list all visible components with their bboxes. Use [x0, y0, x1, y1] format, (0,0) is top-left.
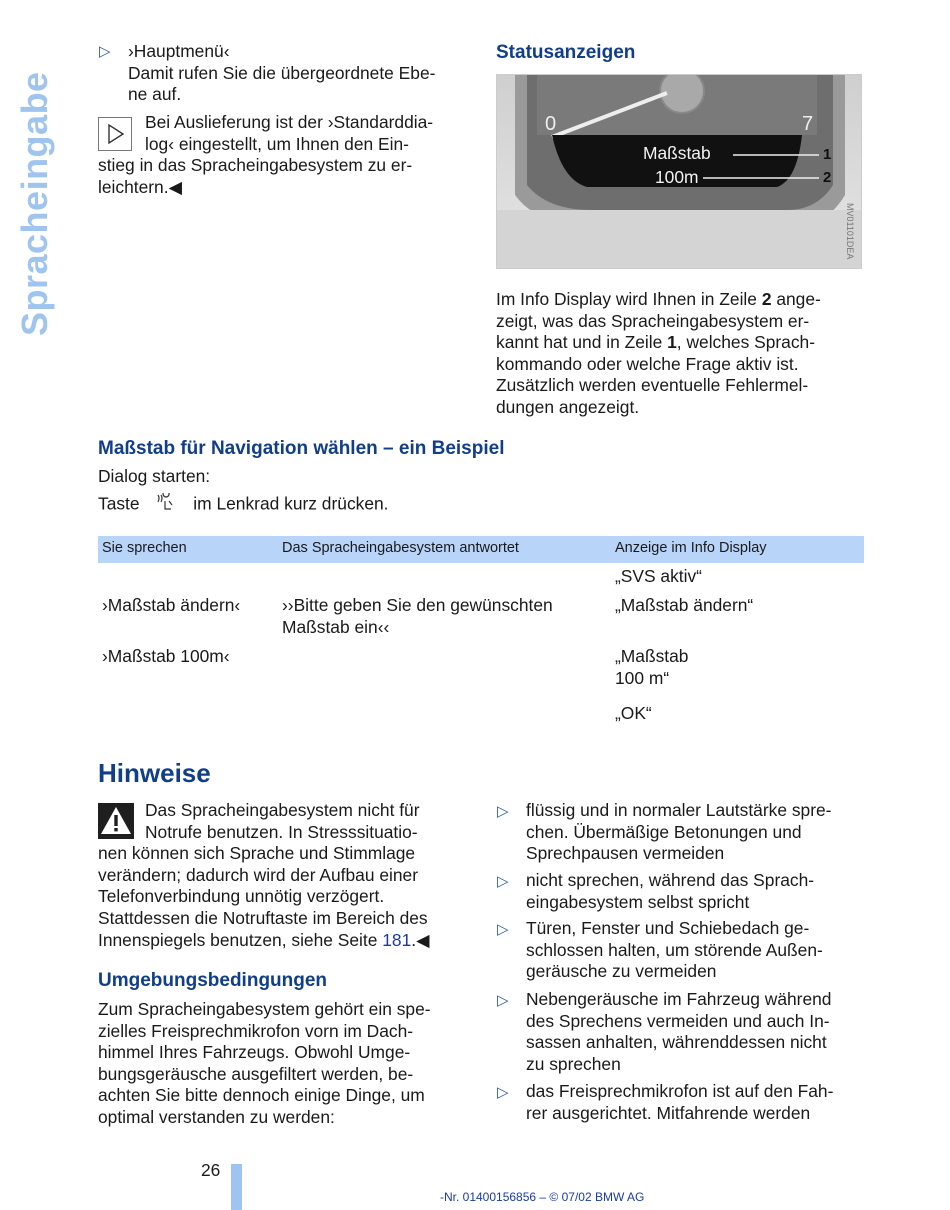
bullet-desc-line: Damit rufen Sie die übergeordnete Ebe-	[128, 62, 436, 83]
desc-bold-number: 1	[667, 332, 677, 353]
table-cell	[278, 563, 611, 593]
warning-text-part: Innenspiegels benutzen, siehe Seite	[98, 929, 383, 950]
example-line-1: Dialog starten:	[98, 466, 211, 486]
note-line: log‹ eingestellt, um Ihnen den Ein-	[145, 133, 409, 154]
hinweise-heading: Hinweise	[98, 758, 211, 788]
warning-line: Notrufe benutzen. In Stresssituatio-	[145, 821, 418, 842]
bullet-line: rer ausgerichtet. Mitfahrende werden	[526, 1102, 811, 1123]
status-description	[496, 289, 866, 419]
bullet-line: schlossen halten, um störende Außen-	[526, 939, 823, 960]
bullet-line: chen. Übermäßige Betonungen und	[526, 821, 802, 842]
table-cell	[98, 695, 278, 725]
desc-text: Im Info Display wird Ihnen in Zeile	[496, 289, 762, 309]
bullet-item	[526, 1081, 876, 1124]
table-cell	[278, 644, 611, 695]
body-line: zielles Freisprechmikrofon vorn im Dach-	[98, 1020, 414, 1041]
table-cell	[278, 695, 611, 725]
warning-text	[98, 800, 478, 951]
callout-1: 1	[823, 146, 832, 163]
table-cell: ›Maßstab ändern‹	[102, 595, 241, 615]
desc-bold-number: 2	[761, 289, 772, 309]
table-cell: „OK“	[615, 703, 652, 723]
bullet-triangle-icon: ▷	[497, 803, 509, 820]
note-line: leichtern.◀	[98, 176, 182, 197]
warning-text-part: .◀	[411, 929, 430, 950]
warning-line: Stattdessen die Notruftaste im Bereich des	[98, 907, 428, 928]
table-cell: ››Bitte geben Sie den gewünschten Maßstab ein‹‹	[282, 595, 553, 637]
column-header: Das Spracheingabesystem antwortet	[278, 536, 611, 563]
bullet-line: Sprechpausen vermeiden	[526, 843, 725, 864]
warning-line: Telefonverbindung unnötig verzögert.	[98, 886, 385, 907]
bullet-line: Nebengeräusche im Fahrzeug während	[526, 989, 832, 1009]
page-number: 26	[201, 1160, 221, 1180]
note-line: stieg in das Spracheingabesystem zu er-	[98, 155, 413, 176]
bullet-triangle-icon: ▷	[497, 921, 509, 938]
display-line-2: 100m	[655, 167, 699, 187]
body-line: bungsgeräusche ausgefiltert werden, be-	[98, 1063, 414, 1084]
body-line: Zum Spracheingabesystem gehört ein spe-	[98, 999, 431, 1019]
table-header-row	[98, 536, 864, 563]
line2-post: im Lenkrad kurz drücken.	[193, 493, 389, 514]
status-heading: Statusanzeigen	[496, 42, 636, 63]
bullet-line: nicht sprechen, während das Sprach-	[526, 870, 815, 890]
example-heading: Maßstab für Navigation wählen – ein Beispiel	[98, 438, 505, 459]
gauge-label-7: 7	[802, 113, 814, 135]
table-row	[98, 563, 864, 593]
table-cell	[98, 563, 278, 593]
warning-line: nen können sich Sprache und Stimmlage	[98, 843, 416, 864]
body-line: himmel Ihres Fahrzeugs. Obwohl Umge-	[98, 1042, 411, 1063]
image-code: MV01101DEA	[845, 203, 855, 260]
umgebung-heading: Umgebungsbedingungen	[98, 970, 328, 991]
umgebung-body	[98, 999, 478, 1129]
table-row	[98, 644, 864, 695]
desc-line: dungen angezeigt.	[496, 396, 640, 417]
bullet-item	[526, 918, 876, 983]
warning-line: Das Spracheingabesystem nicht für	[145, 800, 420, 820]
table-cell: „Maßstab 100 m“	[615, 646, 689, 688]
bullet-line: geräusche zu vermeiden	[526, 961, 717, 982]
desc-text: kannt hat und in Zeile	[496, 332, 668, 353]
desc-line: Zusätzlich werden eventuelle Fehlermel-	[496, 375, 809, 396]
bullet-desc-line: ne auf.	[128, 84, 182, 105]
bullet-line: des Sprechens vermeiden und auch In-	[526, 1010, 830, 1031]
bullet-label: ›Hauptmenü‹	[128, 41, 230, 61]
bullet-triangle-icon: ▷	[497, 992, 509, 1009]
column-header: Sie sprechen	[98, 536, 278, 563]
bullet-item	[526, 870, 876, 913]
bullet-line: eingabesystem selbst spricht	[526, 891, 750, 912]
voice-dialog-table	[98, 536, 864, 725]
gauge-label-0: 0	[545, 113, 557, 135]
bullet-triangle-icon: ▷	[99, 43, 111, 60]
table-cell: „Maßstab ändern“	[615, 595, 754, 615]
desc-line: zeigt, was das Spracheingabesystem er-	[496, 310, 810, 331]
callout-2: 2	[823, 169, 832, 186]
bullet-hauptmenue	[128, 41, 435, 106]
bullet-triangle-icon: ▷	[497, 1084, 509, 1101]
bullet-line: zu sprechen	[526, 1053, 621, 1074]
footer-copyright: -Nr. 01400156856 – © 07/02 BMW AG	[440, 1190, 645, 1204]
desc-line: kommando oder welche Frage aktiv ist.	[496, 353, 799, 374]
warning-line: verändern; dadurch wird der Aufbau einer	[98, 864, 418, 885]
page-marker-bar	[231, 1164, 242, 1210]
table-row	[98, 593, 864, 644]
bullet-item	[526, 989, 876, 1075]
voice-button-icon	[144, 493, 188, 517]
column-header: Anzeige im Info Display	[611, 536, 864, 563]
bullet-line: sassen anhalten, währenddessen nicht	[526, 1032, 827, 1053]
table-cell: ›Maßstab 100m‹	[102, 646, 230, 666]
bullet-line: das Freisprechmikrofon ist auf den Fah-	[526, 1081, 834, 1101]
note-text	[98, 112, 478, 198]
page-reference-link[interactable]: 181	[382, 929, 412, 950]
info-display-image	[496, 74, 862, 269]
example-line-2	[98, 493, 389, 517]
table-cell: „SVS aktiv“	[615, 566, 702, 586]
desc-text: , welches Sprach-	[676, 332, 816, 353]
desc-text: ange-	[771, 289, 821, 309]
section-side-title: Spracheingabe	[14, 71, 55, 336]
line2-pre: Taste	[98, 493, 140, 514]
body-line: achten Sie bitte dennoch einige Dinge, um	[98, 1085, 425, 1106]
bullet-triangle-icon: ▷	[497, 873, 509, 890]
note-line: Bei Auslieferung ist der ›Standarddia-	[145, 112, 434, 132]
table-row	[98, 695, 864, 725]
bullet-line: Türen, Fenster und Schiebedach ge-	[526, 918, 810, 938]
display-line-1: Maßstab	[643, 143, 711, 163]
bullet-item	[526, 800, 876, 865]
body-line: optimal verstanden zu werden:	[98, 1106, 335, 1127]
bullet-line: flüssig und in normaler Lautstärke spre-	[526, 800, 832, 820]
